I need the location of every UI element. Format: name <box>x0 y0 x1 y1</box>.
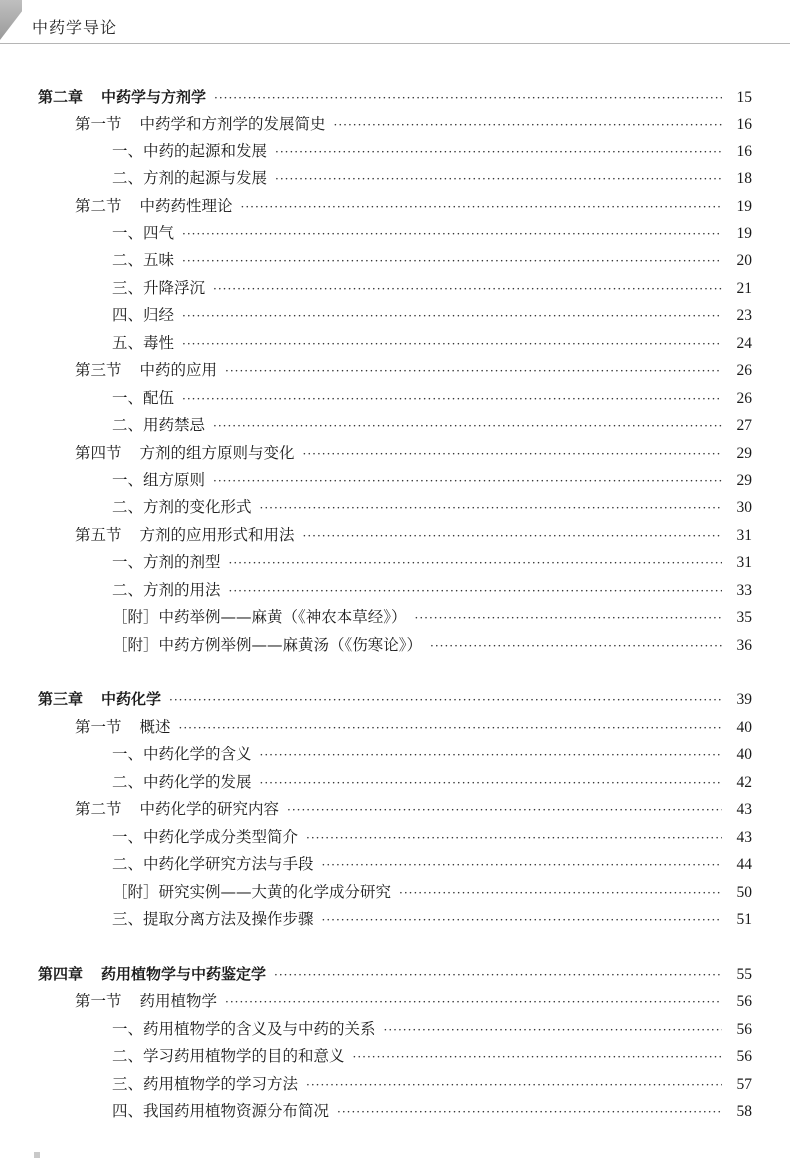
toc-entry-item <box>112 1071 752 1097</box>
toc-entry-title: ［附］中药举例——麻黄（《神农本草经》） <box>112 608 407 626</box>
toc-page-number: 29 <box>736 472 752 489</box>
dot-leader <box>182 221 722 247</box>
toc-page-number: 23 <box>736 307 752 324</box>
toc-entry-number: 第三节 <box>75 361 122 379</box>
toc-page-number: 15 <box>736 89 752 106</box>
toc-entry-section <box>75 988 752 1014</box>
dot-leader <box>322 907 722 933</box>
toc-entry-title: 一、组方原则 <box>112 471 206 489</box>
toc-entry-title: 中药学和方剂学的发展简史 <box>139 115 326 133</box>
toc-entry-label <box>112 1071 298 1097</box>
toc-entry-label <box>38 961 266 987</box>
toc-entry-title: 二、方剂的起源与发展 <box>112 169 268 187</box>
toc-entry-item <box>112 220 752 246</box>
dot-leader <box>415 605 722 631</box>
toc-entry-label <box>112 577 221 603</box>
toc-entry-label <box>75 796 279 822</box>
toc-entry-title: 中药化学的研究内容 <box>139 800 280 818</box>
toc-page-number: 20 <box>736 252 752 269</box>
dot-leader <box>306 1072 722 1098</box>
dot-leader <box>287 797 722 823</box>
dot-leader <box>260 742 722 768</box>
toc-entry-title: 二、中药化学的发展 <box>112 773 252 791</box>
toc-page-number: 26 <box>736 362 752 379</box>
toc-entry-item <box>112 1016 752 1042</box>
toc-entry-number: 第三章 <box>38 690 84 708</box>
toc-page-number: 27 <box>736 417 752 434</box>
toc-entry-item <box>112 549 752 575</box>
toc-entry-title: 一、配伍 <box>112 389 175 407</box>
toc-entry-label <box>112 1043 345 1069</box>
toc-entry-section <box>75 193 752 219</box>
toc-entry-title: ［附］中药方例举例——麻黄汤（《伤寒论》） <box>112 636 423 654</box>
dot-leader <box>274 962 722 988</box>
toc-entry-item <box>112 385 752 411</box>
toc-page-number: 16 <box>736 116 752 133</box>
toc-entry-chapter <box>38 686 752 712</box>
toc-entry-item <box>112 851 752 877</box>
dot-leader <box>182 386 722 412</box>
toc-entry-title: 方剂的应用形式和用法 <box>139 526 295 544</box>
toc-entry-label <box>112 1016 376 1042</box>
toc-entry-title: 一、中药化学成分类型简介 <box>112 828 299 846</box>
dot-leader <box>225 989 722 1015</box>
toc-entry-title: 二、用药禁忌 <box>112 416 206 434</box>
toc-page-number: 35 <box>736 609 752 626</box>
toc-page-number: 56 <box>736 1048 752 1065</box>
dot-leader <box>214 85 722 111</box>
toc-entry-item <box>112 302 752 328</box>
toc-entry-title: 一、方剂的剂型 <box>112 553 221 571</box>
toc-entry-item <box>112 769 752 795</box>
toc-entry-item <box>112 412 752 438</box>
toc-entry-item <box>112 138 752 164</box>
toc-entry-label <box>112 879 391 905</box>
toc-page-number: 36 <box>736 637 752 654</box>
toc-entry-item <box>112 494 752 520</box>
dot-leader <box>337 1099 722 1125</box>
toc-entry-title: 三、药用植物学的学习方法 <box>112 1075 299 1093</box>
toc-entry-section <box>75 522 752 548</box>
toc-entry-label <box>75 440 295 466</box>
toc-page-number: 30 <box>736 499 752 516</box>
toc-page-number: 24 <box>736 335 752 352</box>
toc-page-number: 57 <box>736 1076 752 1093</box>
toc-page-number: 39 <box>736 691 752 708</box>
toc-entry-label <box>112 330 174 356</box>
toc-entry-label <box>112 851 314 877</box>
toc-entry-section <box>75 440 752 466</box>
toc-entry-number: 第四章 <box>38 965 84 983</box>
toc-entry-number: 第一节 <box>75 718 122 736</box>
toc-entry-section <box>75 714 752 740</box>
toc-entry-item <box>112 604 752 630</box>
dot-leader <box>303 523 722 549</box>
toc-entry-section <box>75 796 752 822</box>
toc-page-number: 19 <box>736 198 752 215</box>
toc-entry-label <box>112 412 205 438</box>
toc-page-number: 55 <box>736 966 752 983</box>
toc-entry-item <box>112 741 752 767</box>
toc-entry-item <box>112 879 752 905</box>
toc-page-number: 31 <box>736 527 752 544</box>
toc-entry-label <box>112 824 298 850</box>
dot-leader <box>213 468 722 494</box>
bottom-corner-mark <box>34 1152 40 1158</box>
toc-entry-label <box>112 165 267 191</box>
toc-entry-item <box>112 467 752 493</box>
toc-page-number: 43 <box>736 801 752 818</box>
toc-entry-title: 二、学习药用植物学的目的和意义 <box>112 1047 345 1065</box>
dot-leader <box>334 112 722 138</box>
toc-page-number: 29 <box>736 445 752 462</box>
toc-entry-label <box>112 138 267 164</box>
toc-entry-section <box>75 357 752 383</box>
dot-leader <box>182 331 722 357</box>
toc-entry-number: 第一节 <box>75 115 122 133</box>
toc-entry-label <box>112 632 422 658</box>
toc-entry-title: 一、药用植物学的含义及与中药的关系 <box>112 1020 376 1038</box>
toc-entry-label <box>38 84 206 110</box>
toc-entry-label <box>75 193 233 219</box>
dot-leader <box>275 166 722 192</box>
toc-page-number: 26 <box>736 390 752 407</box>
toc-entry-item <box>112 632 752 658</box>
toc-entry-title: 方剂的组方原则与变化 <box>139 444 295 462</box>
dot-leader <box>353 1044 722 1070</box>
toc-entry-label <box>112 494 252 520</box>
dot-leader <box>260 770 722 796</box>
toc-entry-label <box>112 220 174 246</box>
toc-page-number: 43 <box>736 829 752 846</box>
dot-leader <box>169 687 722 713</box>
toc-entry-title: 四、归经 <box>112 306 175 324</box>
dot-leader <box>213 413 722 439</box>
toc-entry-title: 药用植物学 <box>139 992 218 1010</box>
toc-entry-title: ［附］研究实例——大黄的化学成分研究 <box>112 883 392 901</box>
toc-entry-title: 中药的应用 <box>139 361 218 379</box>
toc-entry-title: 一、四气 <box>112 224 175 242</box>
toc-entry-title: 三、升降浮沉 <box>112 279 206 297</box>
toc-entry-number: 第五节 <box>75 526 122 544</box>
toc-entry-label <box>75 111 326 137</box>
dot-leader <box>260 495 722 521</box>
toc-page-number: 50 <box>736 884 752 901</box>
toc-entry-title: 二、方剂的用法 <box>112 581 221 599</box>
toc-entry-number: 第二章 <box>38 88 84 106</box>
toc-entry-item <box>112 275 752 301</box>
toc-entry-item <box>112 577 752 603</box>
toc-entry-title: 二、方剂的变化形式 <box>112 498 252 516</box>
toc-entry-title: 药用植物学与中药鉴定学 <box>101 965 267 983</box>
toc-entry-section <box>75 111 752 137</box>
toc-entry-label <box>112 906 314 932</box>
toc-entry-title: 中药化学 <box>101 690 162 708</box>
toc-page-number: 42 <box>736 774 752 791</box>
toc-page-number: 33 <box>736 582 752 599</box>
toc-entry-label <box>112 1098 329 1124</box>
toc-entry-label <box>75 357 217 383</box>
dot-leader <box>384 1017 722 1043</box>
dot-leader <box>241 194 722 220</box>
toc-page-number: 58 <box>736 1103 752 1120</box>
toc-entry-number: 第一节 <box>75 992 122 1010</box>
toc-page-number: 51 <box>736 911 752 928</box>
dot-leader <box>225 358 722 384</box>
toc-page-number: 44 <box>736 856 752 873</box>
toc-entry-title: 概述 <box>139 718 171 736</box>
toc-page-number: 40 <box>736 719 752 736</box>
dot-leader <box>229 550 722 576</box>
toc-entry-item <box>112 906 752 932</box>
toc-entry-label <box>112 247 174 273</box>
toc-entry-title: 二、五味 <box>112 251 175 269</box>
toc-entry-title: 三、提取分离方法及操作步骤 <box>112 910 314 928</box>
toc-page-number: 31 <box>736 554 752 571</box>
toc-page-number: 16 <box>736 143 752 160</box>
dot-leader <box>322 852 722 878</box>
toc-page-number: 40 <box>736 746 752 763</box>
toc-entry-item <box>112 165 752 191</box>
toc-entry-label <box>112 549 221 575</box>
toc-entry-label <box>112 275 205 301</box>
toc-entry-title: 中药药性理论 <box>139 197 233 215</box>
toc-entry-label <box>112 604 407 630</box>
toc-page-number: 21 <box>736 280 752 297</box>
dot-leader <box>303 441 722 467</box>
toc-entry-number: 第四节 <box>75 444 122 462</box>
dot-leader <box>306 825 722 851</box>
dot-leader <box>430 633 722 659</box>
dot-leader <box>399 880 722 906</box>
toc-entry-item <box>112 1098 752 1124</box>
dot-leader <box>229 578 722 604</box>
toc-entry-item <box>112 330 752 356</box>
dot-leader <box>179 715 722 741</box>
toc-entry-label <box>112 302 174 328</box>
toc-entry-label <box>75 522 295 548</box>
toc-entry-label <box>112 467 205 493</box>
running-head-title: 中药学导论 <box>32 18 118 37</box>
toc-entry-title: 一、中药化学的含义 <box>112 745 252 763</box>
toc-entry-chapter <box>38 84 752 110</box>
dot-leader <box>213 276 722 302</box>
toc-entry-item <box>112 824 752 850</box>
toc-entry-title: 四、我国药用植物资源分布简况 <box>112 1102 330 1120</box>
dot-leader <box>182 303 722 329</box>
toc-entry-title: 一、中药的起源和发展 <box>112 142 268 160</box>
toc-entry-number: 第二节 <box>75 800 122 818</box>
toc-entry-label <box>112 769 252 795</box>
toc-entry-title: 五、毒性 <box>112 334 175 352</box>
toc-entry-item <box>112 247 752 273</box>
toc-entry-label <box>38 686 161 712</box>
toc-entry-title: 中药学与方剂学 <box>101 88 207 106</box>
toc-entry-title: 二、中药化学研究方法与手段 <box>112 855 314 873</box>
toc-entry-label <box>75 988 217 1014</box>
dot-leader <box>275 139 722 165</box>
toc-entry-label <box>112 741 252 767</box>
toc-entry-chapter <box>38 961 752 987</box>
toc-entry-label <box>112 385 174 411</box>
toc-page-number: 19 <box>736 225 752 242</box>
toc-page-number: 18 <box>736 170 752 187</box>
toc-page-number: 56 <box>736 1021 752 1038</box>
toc-entry-number: 第二节 <box>75 197 122 215</box>
toc-entry-label <box>75 714 171 740</box>
toc-entry-item <box>112 1043 752 1069</box>
dot-leader <box>182 248 722 274</box>
toc-page-number: 56 <box>736 993 752 1010</box>
